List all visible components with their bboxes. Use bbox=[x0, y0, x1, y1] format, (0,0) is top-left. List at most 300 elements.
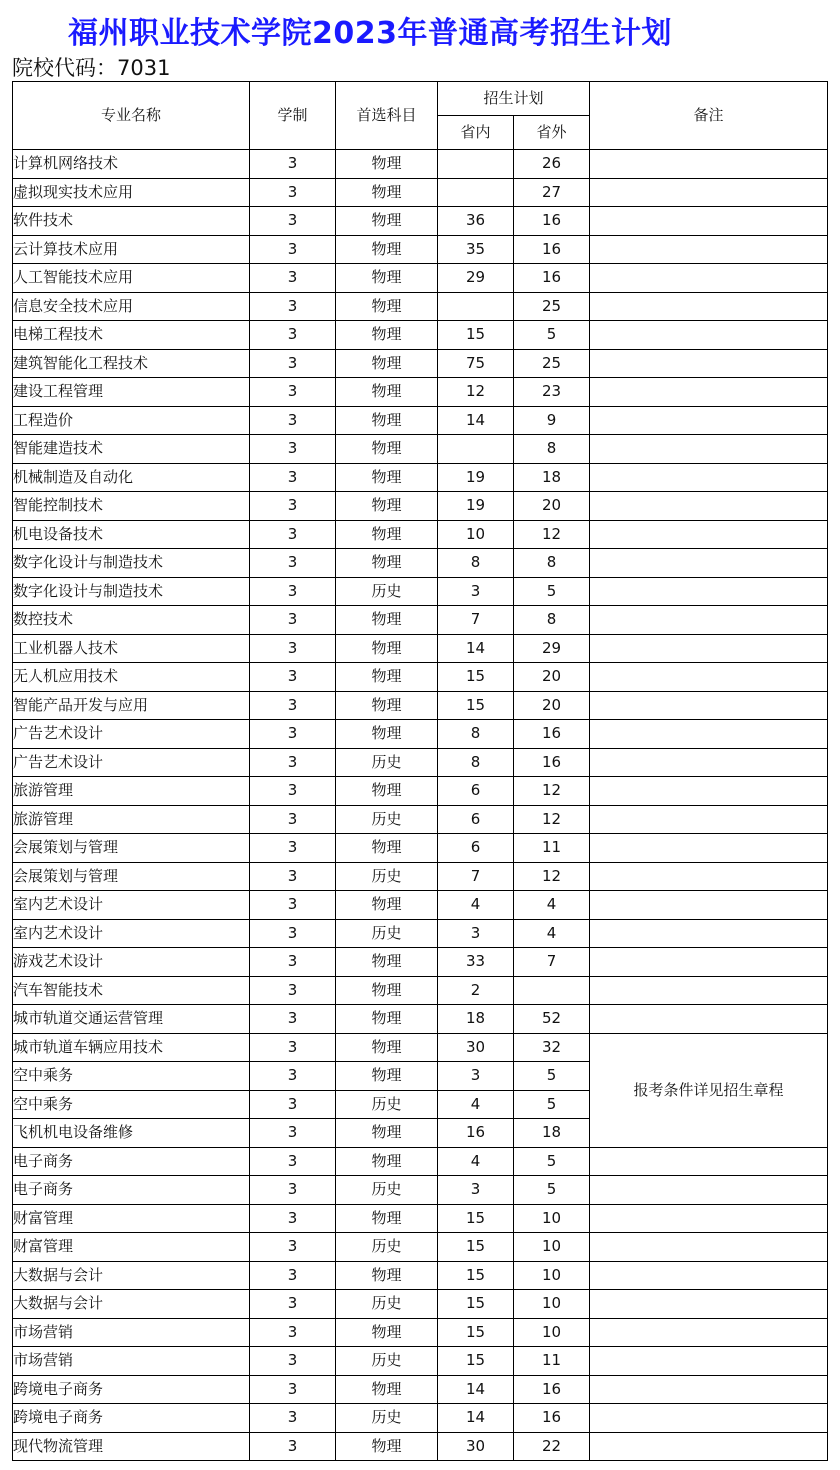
out-province-cell: 16 bbox=[514, 264, 590, 293]
notes-cell bbox=[590, 1233, 828, 1262]
table-row bbox=[13, 520, 828, 549]
years-cell: 3 bbox=[250, 520, 336, 549]
table-row bbox=[13, 1204, 828, 1233]
years-cell: 3 bbox=[250, 463, 336, 492]
subject-cell: 历史 bbox=[336, 577, 438, 606]
major-cell: 空中乘务 bbox=[13, 1090, 250, 1119]
years-cell: 3 bbox=[250, 1005, 336, 1034]
in-province-cell: 35 bbox=[438, 235, 514, 264]
notes-cell bbox=[590, 606, 828, 635]
major-cell: 工业机器人技术 bbox=[13, 634, 250, 663]
subject-cell: 物理 bbox=[336, 435, 438, 464]
subject-cell: 物理 bbox=[336, 1432, 438, 1461]
header-out-province: 省外 bbox=[514, 116, 590, 150]
major-cell: 城市轨道车辆应用技术 bbox=[13, 1033, 250, 1062]
years-cell: 3 bbox=[250, 720, 336, 749]
years-cell: 3 bbox=[250, 1318, 336, 1347]
table-row bbox=[13, 634, 828, 663]
out-province-cell: 5 bbox=[514, 321, 590, 350]
subject-cell: 物理 bbox=[336, 1005, 438, 1034]
years-cell: 3 bbox=[250, 1290, 336, 1319]
years-cell: 3 bbox=[250, 862, 336, 891]
in-province-cell: 14 bbox=[438, 1404, 514, 1433]
table-row bbox=[13, 549, 828, 578]
table-row bbox=[13, 463, 828, 492]
in-province-cell: 6 bbox=[438, 834, 514, 863]
years-cell: 3 bbox=[250, 150, 336, 179]
subject-cell: 物理 bbox=[336, 235, 438, 264]
notes-cell bbox=[590, 463, 828, 492]
major-cell: 汽车智能技术 bbox=[13, 976, 250, 1005]
subject-cell: 历史 bbox=[336, 862, 438, 891]
major-cell: 数字化设计与制造技术 bbox=[13, 549, 250, 578]
notes-cell bbox=[590, 805, 828, 834]
table-row bbox=[13, 891, 828, 920]
out-province-cell: 52 bbox=[514, 1005, 590, 1034]
table-row bbox=[13, 1404, 828, 1433]
major-cell: 计算机网络技术 bbox=[13, 150, 250, 179]
table-row bbox=[13, 406, 828, 435]
out-province-cell: 11 bbox=[514, 834, 590, 863]
subject-cell: 物理 bbox=[336, 834, 438, 863]
subject-cell: 历史 bbox=[336, 805, 438, 834]
out-province-cell: 32 bbox=[514, 1033, 590, 1062]
years-cell: 3 bbox=[250, 1347, 336, 1376]
table-row bbox=[13, 150, 828, 179]
header-subject: 首选科目 bbox=[336, 82, 438, 150]
major-cell: 大数据与会计 bbox=[13, 1290, 250, 1319]
table-row bbox=[13, 1347, 828, 1376]
notes-cell: 报考条件详见招生章程 bbox=[590, 1033, 828, 1147]
major-cell: 室内艺术设计 bbox=[13, 919, 250, 948]
notes-cell bbox=[590, 349, 828, 378]
subject-cell: 物理 bbox=[336, 520, 438, 549]
table-row bbox=[13, 1176, 828, 1205]
major-cell: 跨境电子商务 bbox=[13, 1375, 250, 1404]
subject-cell: 历史 bbox=[336, 1290, 438, 1319]
subject-cell: 历史 bbox=[336, 748, 438, 777]
header-in-province: 省内 bbox=[438, 116, 514, 150]
subject-cell: 物理 bbox=[336, 463, 438, 492]
notes-cell bbox=[590, 1375, 828, 1404]
in-province-cell: 16 bbox=[438, 1119, 514, 1148]
header-major: 专业名称 bbox=[13, 82, 250, 150]
out-province-cell: 20 bbox=[514, 691, 590, 720]
out-province-cell: 16 bbox=[514, 207, 590, 236]
out-province-cell: 5 bbox=[514, 1147, 590, 1176]
years-cell: 3 bbox=[250, 178, 336, 207]
out-province-cell: 11 bbox=[514, 1347, 590, 1376]
in-province-cell: 6 bbox=[438, 777, 514, 806]
subject-cell: 历史 bbox=[336, 1347, 438, 1376]
years-cell: 3 bbox=[250, 207, 336, 236]
subject-cell: 物理 bbox=[336, 720, 438, 749]
out-province-cell: 16 bbox=[514, 1404, 590, 1433]
notes-cell bbox=[590, 178, 828, 207]
table-row bbox=[13, 1033, 828, 1062]
table-row bbox=[13, 207, 828, 236]
out-province-cell: 23 bbox=[514, 378, 590, 407]
in-province-cell: 8 bbox=[438, 549, 514, 578]
out-province-cell: 8 bbox=[514, 435, 590, 464]
years-cell: 3 bbox=[250, 805, 336, 834]
notes-cell bbox=[590, 492, 828, 521]
major-cell: 建设工程管理 bbox=[13, 378, 250, 407]
subject-cell: 历史 bbox=[336, 1090, 438, 1119]
table-row bbox=[13, 492, 828, 521]
major-cell: 电子商务 bbox=[13, 1147, 250, 1176]
major-cell: 智能控制技术 bbox=[13, 492, 250, 521]
in-province-cell: 3 bbox=[438, 1062, 514, 1091]
years-cell: 3 bbox=[250, 691, 336, 720]
out-province-cell: 18 bbox=[514, 463, 590, 492]
table-body bbox=[13, 150, 828, 1461]
table-row bbox=[13, 1432, 828, 1461]
in-province-cell: 4 bbox=[438, 1090, 514, 1119]
out-province-cell: 16 bbox=[514, 235, 590, 264]
years-cell: 3 bbox=[250, 1261, 336, 1290]
in-province-cell: 19 bbox=[438, 492, 514, 521]
out-province-cell: 7 bbox=[514, 948, 590, 977]
notes-cell bbox=[590, 321, 828, 350]
notes-cell bbox=[590, 720, 828, 749]
notes-cell bbox=[590, 834, 828, 863]
subject-cell: 物理 bbox=[336, 292, 438, 321]
major-cell: 飞机机电设备维修 bbox=[13, 1119, 250, 1148]
notes-cell bbox=[590, 891, 828, 920]
in-province-cell: 3 bbox=[438, 1176, 514, 1205]
out-province-cell: 25 bbox=[514, 349, 590, 378]
major-cell: 室内艺术设计 bbox=[13, 891, 250, 920]
major-cell: 游戏艺术设计 bbox=[13, 948, 250, 977]
years-cell: 3 bbox=[250, 919, 336, 948]
out-province-cell: 5 bbox=[514, 577, 590, 606]
major-cell: 市场营销 bbox=[13, 1347, 250, 1376]
notes-cell bbox=[590, 378, 828, 407]
subject-cell: 物理 bbox=[336, 1147, 438, 1176]
subject-cell: 物理 bbox=[336, 1119, 438, 1148]
major-cell: 电子商务 bbox=[13, 1176, 250, 1205]
page-title: 福州职业技术学院2023年普通高考招生计划 bbox=[68, 16, 672, 51]
table-row bbox=[13, 748, 828, 777]
subject-cell: 物理 bbox=[336, 1261, 438, 1290]
header-plan: 招生计划 bbox=[438, 82, 590, 116]
notes-cell bbox=[590, 948, 828, 977]
in-province-cell: 15 bbox=[438, 1347, 514, 1376]
enrollment-plan-table bbox=[12, 81, 828, 1461]
major-cell: 工程造价 bbox=[13, 406, 250, 435]
out-province-cell: 4 bbox=[514, 891, 590, 920]
notes-cell bbox=[590, 862, 828, 891]
out-province-cell: 22 bbox=[514, 1432, 590, 1461]
in-province-cell: 8 bbox=[438, 748, 514, 777]
in-province-cell: 15 bbox=[438, 1261, 514, 1290]
in-province-cell bbox=[438, 435, 514, 464]
out-province-cell: 16 bbox=[514, 720, 590, 749]
subject-cell: 物理 bbox=[336, 178, 438, 207]
major-cell: 大数据与会计 bbox=[13, 1261, 250, 1290]
in-province-cell: 4 bbox=[438, 891, 514, 920]
years-cell: 3 bbox=[250, 1176, 336, 1205]
table-row bbox=[13, 1233, 828, 1262]
in-province-cell: 15 bbox=[438, 1233, 514, 1262]
notes-cell bbox=[590, 634, 828, 663]
notes-cell bbox=[590, 1204, 828, 1233]
table-row bbox=[13, 976, 828, 1005]
subject-cell: 物理 bbox=[336, 378, 438, 407]
out-province-cell: 18 bbox=[514, 1119, 590, 1148]
subject-cell: 物理 bbox=[336, 349, 438, 378]
out-province-cell: 10 bbox=[514, 1261, 590, 1290]
in-province-cell: 14 bbox=[438, 406, 514, 435]
in-province-cell: 14 bbox=[438, 634, 514, 663]
table-row bbox=[13, 1147, 828, 1176]
out-province-cell: 8 bbox=[514, 606, 590, 635]
table-row bbox=[13, 1261, 828, 1290]
major-cell: 城市轨道交通运营管理 bbox=[13, 1005, 250, 1034]
years-cell: 3 bbox=[250, 777, 336, 806]
table-row bbox=[13, 720, 828, 749]
subject-cell: 物理 bbox=[336, 634, 438, 663]
out-province-cell: 12 bbox=[514, 777, 590, 806]
in-province-cell: 30 bbox=[438, 1033, 514, 1062]
table-row bbox=[13, 435, 828, 464]
header-years: 学制 bbox=[250, 82, 336, 150]
subject-cell: 物理 bbox=[336, 150, 438, 179]
in-province-cell: 3 bbox=[438, 919, 514, 948]
out-province-cell: 5 bbox=[514, 1062, 590, 1091]
major-cell: 会展策划与管理 bbox=[13, 834, 250, 863]
in-province-cell: 15 bbox=[438, 321, 514, 350]
years-cell: 3 bbox=[250, 321, 336, 350]
years-cell: 3 bbox=[250, 406, 336, 435]
out-province-cell: 25 bbox=[514, 292, 590, 321]
notes-cell bbox=[590, 1147, 828, 1176]
major-cell: 财富管理 bbox=[13, 1204, 250, 1233]
notes-cell bbox=[590, 1261, 828, 1290]
in-province-cell: 10 bbox=[438, 520, 514, 549]
notes-cell bbox=[590, 748, 828, 777]
notes-cell bbox=[590, 777, 828, 806]
out-province-cell: 9 bbox=[514, 406, 590, 435]
table-row bbox=[13, 663, 828, 692]
major-cell: 广告艺术设计 bbox=[13, 748, 250, 777]
subject-cell: 物理 bbox=[336, 406, 438, 435]
table-row bbox=[13, 948, 828, 977]
notes-cell bbox=[590, 150, 828, 179]
out-province-cell: 29 bbox=[514, 634, 590, 663]
out-province-cell: 16 bbox=[514, 748, 590, 777]
notes-cell bbox=[590, 691, 828, 720]
subject-cell: 历史 bbox=[336, 1176, 438, 1205]
in-province-cell: 18 bbox=[438, 1005, 514, 1034]
notes-cell bbox=[590, 663, 828, 692]
years-cell: 3 bbox=[250, 976, 336, 1005]
years-cell: 3 bbox=[250, 264, 336, 293]
subject-cell: 物理 bbox=[336, 891, 438, 920]
years-cell: 3 bbox=[250, 1147, 336, 1176]
subject-cell: 物理 bbox=[336, 207, 438, 236]
in-province-cell: 6 bbox=[438, 805, 514, 834]
table-row bbox=[13, 178, 828, 207]
major-cell: 云计算技术应用 bbox=[13, 235, 250, 264]
subject-cell: 物理 bbox=[336, 1318, 438, 1347]
major-cell: 机电设备技术 bbox=[13, 520, 250, 549]
years-cell: 3 bbox=[250, 1404, 336, 1433]
major-cell: 机械制造及自动化 bbox=[13, 463, 250, 492]
in-province-cell: 12 bbox=[438, 378, 514, 407]
table-row bbox=[13, 349, 828, 378]
years-cell: 3 bbox=[250, 378, 336, 407]
in-province-cell bbox=[438, 178, 514, 207]
out-province-cell: 5 bbox=[514, 1176, 590, 1205]
in-province-cell: 15 bbox=[438, 1318, 514, 1347]
years-cell: 3 bbox=[250, 606, 336, 635]
subject-cell: 物理 bbox=[336, 691, 438, 720]
in-province-cell: 30 bbox=[438, 1432, 514, 1461]
major-cell: 人工智能技术应用 bbox=[13, 264, 250, 293]
major-cell: 财富管理 bbox=[13, 1233, 250, 1262]
out-province-cell: 8 bbox=[514, 549, 590, 578]
notes-cell bbox=[590, 1404, 828, 1433]
subject-cell: 物理 bbox=[336, 1062, 438, 1091]
years-cell: 3 bbox=[250, 349, 336, 378]
out-province-cell: 4 bbox=[514, 919, 590, 948]
in-province-cell: 29 bbox=[438, 264, 514, 293]
in-province-cell: 75 bbox=[438, 349, 514, 378]
major-cell: 建筑智能化工程技术 bbox=[13, 349, 250, 378]
major-cell: 空中乘务 bbox=[13, 1062, 250, 1091]
subject-cell: 物理 bbox=[336, 1204, 438, 1233]
subject-cell: 物理 bbox=[336, 264, 438, 293]
out-province-cell: 10 bbox=[514, 1290, 590, 1319]
in-province-cell: 15 bbox=[438, 1204, 514, 1233]
in-province-cell: 7 bbox=[438, 862, 514, 891]
notes-cell bbox=[590, 919, 828, 948]
notes-cell bbox=[590, 406, 828, 435]
subject-cell: 物理 bbox=[336, 606, 438, 635]
in-province-cell: 8 bbox=[438, 720, 514, 749]
notes-cell bbox=[590, 1432, 828, 1461]
in-province-cell bbox=[438, 150, 514, 179]
table-row bbox=[13, 378, 828, 407]
in-province-cell: 19 bbox=[438, 463, 514, 492]
table-row bbox=[13, 1290, 828, 1319]
years-cell: 3 bbox=[250, 1204, 336, 1233]
in-province-cell: 33 bbox=[438, 948, 514, 977]
years-cell: 3 bbox=[250, 1233, 336, 1262]
years-cell: 3 bbox=[250, 1432, 336, 1461]
subject-cell: 历史 bbox=[336, 919, 438, 948]
table-row bbox=[13, 1375, 828, 1404]
table-row bbox=[13, 919, 828, 948]
table-row bbox=[13, 264, 828, 293]
years-cell: 3 bbox=[250, 834, 336, 863]
table-row bbox=[13, 1318, 828, 1347]
out-province-cell: 10 bbox=[514, 1204, 590, 1233]
table-row bbox=[13, 805, 828, 834]
major-cell: 无人机应用技术 bbox=[13, 663, 250, 692]
major-cell: 信息安全技术应用 bbox=[13, 292, 250, 321]
notes-cell bbox=[590, 549, 828, 578]
years-cell: 3 bbox=[250, 748, 336, 777]
notes-cell bbox=[590, 264, 828, 293]
subject-cell: 物理 bbox=[336, 549, 438, 578]
subject-cell: 物理 bbox=[336, 976, 438, 1005]
table-row bbox=[13, 577, 828, 606]
major-cell: 广告艺术设计 bbox=[13, 720, 250, 749]
major-cell: 智能产品开发与应用 bbox=[13, 691, 250, 720]
table-row bbox=[13, 862, 828, 891]
major-cell: 数字化设计与制造技术 bbox=[13, 577, 250, 606]
out-province-cell: 20 bbox=[514, 492, 590, 521]
years-cell: 3 bbox=[250, 549, 336, 578]
notes-cell bbox=[590, 976, 828, 1005]
major-cell: 市场营销 bbox=[13, 1318, 250, 1347]
out-province-cell: 5 bbox=[514, 1090, 590, 1119]
major-cell: 软件技术 bbox=[13, 207, 250, 236]
major-cell: 会展策划与管理 bbox=[13, 862, 250, 891]
major-cell: 跨境电子商务 bbox=[13, 1404, 250, 1433]
years-cell: 3 bbox=[250, 1119, 336, 1148]
in-province-cell: 15 bbox=[438, 1290, 514, 1319]
years-cell: 3 bbox=[250, 577, 336, 606]
years-cell: 3 bbox=[250, 435, 336, 464]
major-cell: 现代物流管理 bbox=[13, 1432, 250, 1461]
table-row bbox=[13, 691, 828, 720]
institution-code: 院校代码：7031 bbox=[12, 56, 171, 80]
subject-cell: 物理 bbox=[336, 777, 438, 806]
years-cell: 3 bbox=[250, 1033, 336, 1062]
years-cell: 3 bbox=[250, 1375, 336, 1404]
in-province-cell: 7 bbox=[438, 606, 514, 635]
years-cell: 3 bbox=[250, 891, 336, 920]
notes-cell bbox=[590, 292, 828, 321]
years-cell: 3 bbox=[250, 1090, 336, 1119]
in-province-cell: 14 bbox=[438, 1375, 514, 1404]
subject-cell: 历史 bbox=[336, 1233, 438, 1262]
table-row bbox=[13, 321, 828, 350]
table-row bbox=[13, 292, 828, 321]
subject-cell: 物理 bbox=[336, 663, 438, 692]
out-province-cell: 26 bbox=[514, 150, 590, 179]
major-cell: 旅游管理 bbox=[13, 805, 250, 834]
notes-cell bbox=[590, 435, 828, 464]
subject-cell: 物理 bbox=[336, 948, 438, 977]
notes-cell bbox=[590, 1005, 828, 1034]
major-cell: 电梯工程技术 bbox=[13, 321, 250, 350]
in-province-cell: 3 bbox=[438, 577, 514, 606]
out-province-cell: 12 bbox=[514, 520, 590, 549]
notes-cell bbox=[590, 235, 828, 264]
notes-cell bbox=[590, 1318, 828, 1347]
subject-cell: 物理 bbox=[336, 321, 438, 350]
years-cell: 3 bbox=[250, 292, 336, 321]
out-province-cell: 10 bbox=[514, 1318, 590, 1347]
in-province-cell: 36 bbox=[438, 207, 514, 236]
table-row bbox=[13, 777, 828, 806]
notes-cell bbox=[590, 520, 828, 549]
notes-cell bbox=[590, 1176, 828, 1205]
major-cell: 旅游管理 bbox=[13, 777, 250, 806]
notes-cell bbox=[590, 1347, 828, 1376]
years-cell: 3 bbox=[250, 663, 336, 692]
out-province-cell: 20 bbox=[514, 663, 590, 692]
table-row bbox=[13, 235, 828, 264]
in-province-cell: 4 bbox=[438, 1147, 514, 1176]
notes-cell bbox=[590, 207, 828, 236]
subject-cell: 物理 bbox=[336, 1033, 438, 1062]
